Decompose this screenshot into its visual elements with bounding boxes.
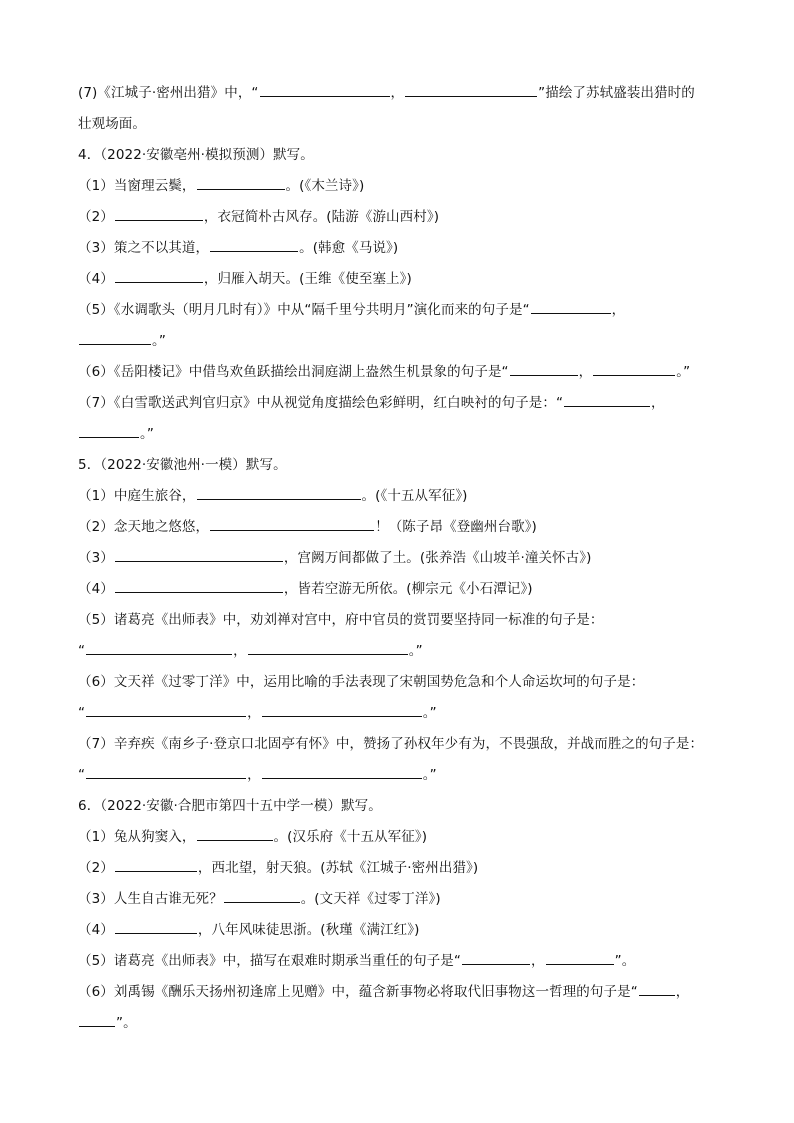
- text-span: 。”: [676, 364, 691, 380]
- text-line: [78, 233, 718, 264]
- text-line: [78, 574, 718, 605]
- question-heading: [78, 791, 718, 822]
- text-span: （3）人生自古谁无死？: [78, 891, 223, 907]
- fill-in-blank: [197, 486, 361, 500]
- text-span: ，: [233, 643, 247, 659]
- text-line: [78, 760, 718, 791]
- fill-in-blank: [115, 920, 197, 934]
- text-span: 6．（2022·安徽·合肥市第四十五中学一模）默写。: [78, 798, 382, 814]
- text-span: （3）: [78, 550, 114, 566]
- fill-in-blank: [405, 83, 537, 97]
- text-span: ，: [247, 767, 261, 783]
- fill-in-blank: [115, 269, 203, 283]
- text-span: （2）: [78, 209, 114, 225]
- question-heading: [78, 450, 718, 481]
- text-span: ，八年风味徒思浙。(秋瑾《满江红》): [197, 922, 420, 938]
- fill-in-blank: [115, 548, 283, 562]
- text-span: ，: [530, 953, 545, 969]
- text-span: 。(《十五从军征》): [361, 488, 468, 504]
- fill-in-blank: [210, 517, 374, 531]
- text-span: ，宫阙万间都做了土。(张养浩《山坡羊·潼关怀古》): [283, 550, 592, 566]
- fill-in-blank: [593, 362, 675, 376]
- text-line: [78, 388, 718, 419]
- text-span: 。”: [408, 643, 423, 659]
- text-span: “: [78, 643, 86, 659]
- text-line: [78, 698, 718, 729]
- fill-in-blank: [86, 641, 232, 655]
- text-span: 。”: [152, 333, 166, 349]
- fill-in-blank: [115, 579, 283, 593]
- text-line: [78, 419, 718, 450]
- fill-in-blank: [248, 641, 408, 655]
- text-span: （4）: [78, 271, 114, 287]
- text-span: 5．（2022·安徽池州·一模）默写。: [78, 457, 287, 473]
- text-span: 。”: [422, 705, 437, 721]
- text-span: （1）中庭生旅谷，: [78, 488, 196, 504]
- text-span: 。(《木兰诗》): [285, 178, 365, 194]
- text-span: “: [78, 767, 86, 783]
- text-span: 4．（2022·安徽亳州·模拟预测）默写。: [78, 147, 314, 163]
- text-span: （7）《白雪歌送武判官归京》中从视觉角度描绘色彩鲜明，红白映衬的句子是：“: [78, 395, 564, 411]
- fill-in-blank: [197, 176, 285, 190]
- text-span: (7)《江城子·密州出猎》中，“: [78, 85, 259, 101]
- fill-in-blank: [564, 393, 650, 407]
- text-span: （6）《岳阳楼记》中借鸟欢鱼跃描绘出洞庭湖上盎然生机景象的句子是“: [78, 364, 509, 380]
- text-line: [78, 202, 718, 233]
- text-span: ，: [578, 364, 593, 380]
- text-line: [78, 357, 718, 388]
- text-span: 。(韩愈《马说》): [299, 240, 399, 256]
- text-line: [78, 636, 718, 667]
- text-span: 。”: [422, 767, 437, 783]
- fill-in-blank: [260, 83, 390, 97]
- text-span: “: [78, 705, 86, 721]
- text-line: [78, 822, 718, 853]
- fill-in-blank: [197, 827, 273, 841]
- fill-in-blank: [262, 703, 422, 717]
- document-page: [78, 78, 718, 1039]
- text-span: （5）《水调歌头（明月几时有）》中从“隔千里兮共明月”演化而来的句子是“: [78, 302, 530, 318]
- fill-in-blank: [79, 424, 139, 438]
- text-span: （2）: [78, 860, 114, 876]
- fill-in-blank: [210, 238, 298, 252]
- text-span: 壮观场面。: [78, 116, 146, 132]
- text-span: 。(汉乐府《十五从军征》): [273, 829, 428, 845]
- question-heading: [78, 140, 718, 171]
- fill-in-blank: [79, 1013, 115, 1027]
- text-line: [78, 915, 718, 946]
- text-line: [78, 264, 718, 295]
- fill-in-blank: [115, 858, 197, 872]
- fill-in-blank: [86, 765, 246, 779]
- text-span: ，: [675, 984, 690, 1000]
- text-line: [78, 946, 718, 977]
- text-line: [78, 667, 718, 698]
- text-span: ”。: [614, 953, 636, 969]
- fill-in-blank: [224, 889, 300, 903]
- text-span: （6）刘禹锡《酬乐天扬州初逢席上见赠》中，蕴含新事物必将取代旧事物这一哲理的句子是“: [78, 984, 638, 1000]
- text-line: [78, 977, 718, 1008]
- text-span: ，: [611, 302, 626, 318]
- fill-in-blank: [262, 765, 422, 779]
- text-span: 。”: [140, 426, 154, 442]
- fill-in-blank: [531, 300, 611, 314]
- text-line: [78, 295, 718, 326]
- text-span: （4）: [78, 922, 114, 938]
- text-span: （5）诸葛亮《出师表》中，描写在艰难时期承当重任的句子是“: [78, 953, 461, 969]
- text-line: [78, 543, 718, 574]
- text-span: ，: [390, 85, 405, 101]
- text-line: [78, 171, 718, 202]
- fill-in-blank: [86, 703, 246, 717]
- text-span: ，: [651, 395, 665, 411]
- fill-in-blank: [462, 951, 530, 965]
- text-span: （1）当窗理云鬓，: [78, 178, 196, 194]
- text-span: ，皆若空游无所依。(柳宗元《小石潭记》): [283, 581, 533, 597]
- text-line: [78, 481, 718, 512]
- fill-in-blank: [639, 982, 675, 996]
- text-line: [78, 512, 718, 543]
- text-span: （6）文天祥《过零丁洋》中，运用比喻的手法表现了宋朝国势危急和个人命运坎坷的句子是：: [78, 674, 645, 690]
- fill-in-blank: [510, 362, 578, 376]
- text-span: （5）诸葛亮《出师表》中，劝刘禅对宫中，府中官员的赏罚要坚持同一标准的句子是：: [78, 612, 604, 628]
- text-line: [78, 853, 718, 884]
- text-line: [78, 884, 718, 915]
- text-span: （4）: [78, 581, 114, 597]
- text-line: [78, 326, 718, 357]
- text-line: [78, 729, 718, 760]
- text-span: （2）念天地之悠悠，: [78, 519, 210, 535]
- text-line: [78, 1008, 718, 1039]
- text-span: （1）兔从狗窦入，: [78, 829, 196, 845]
- fill-in-blank: [115, 207, 203, 221]
- text-span: ，西北望，射天狼。(苏轼《江城子·密州出猎》): [197, 860, 479, 876]
- text-span: ，: [247, 705, 261, 721]
- text-line: [78, 605, 718, 636]
- text-line: [78, 78, 718, 109]
- text-span: ，衣冠简朴古风存。(陆游《游山西村》): [203, 209, 440, 225]
- text-span: ！（陈子昂《登幽州台歌》): [375, 519, 537, 535]
- text-span: ”。: [116, 1015, 137, 1031]
- fill-in-blank: [79, 331, 151, 345]
- text-span: ”描绘了苏轼盛装出猎时的: [538, 85, 695, 101]
- text-line: [78, 109, 718, 140]
- text-span: （7）辛弃疾《南乡子·登京口北固亭有怀》中，赞扬了孙权年少有为，不畏强敌，并战而胜之的句子是：: [78, 736, 704, 752]
- fill-in-blank: [546, 951, 614, 965]
- text-span: 。(文天祥《过零丁洋》): [300, 891, 441, 907]
- text-span: （3）策之不以其道，: [78, 240, 210, 256]
- text-span: ，归雁入胡天。(王维《使至塞上》): [203, 271, 412, 287]
